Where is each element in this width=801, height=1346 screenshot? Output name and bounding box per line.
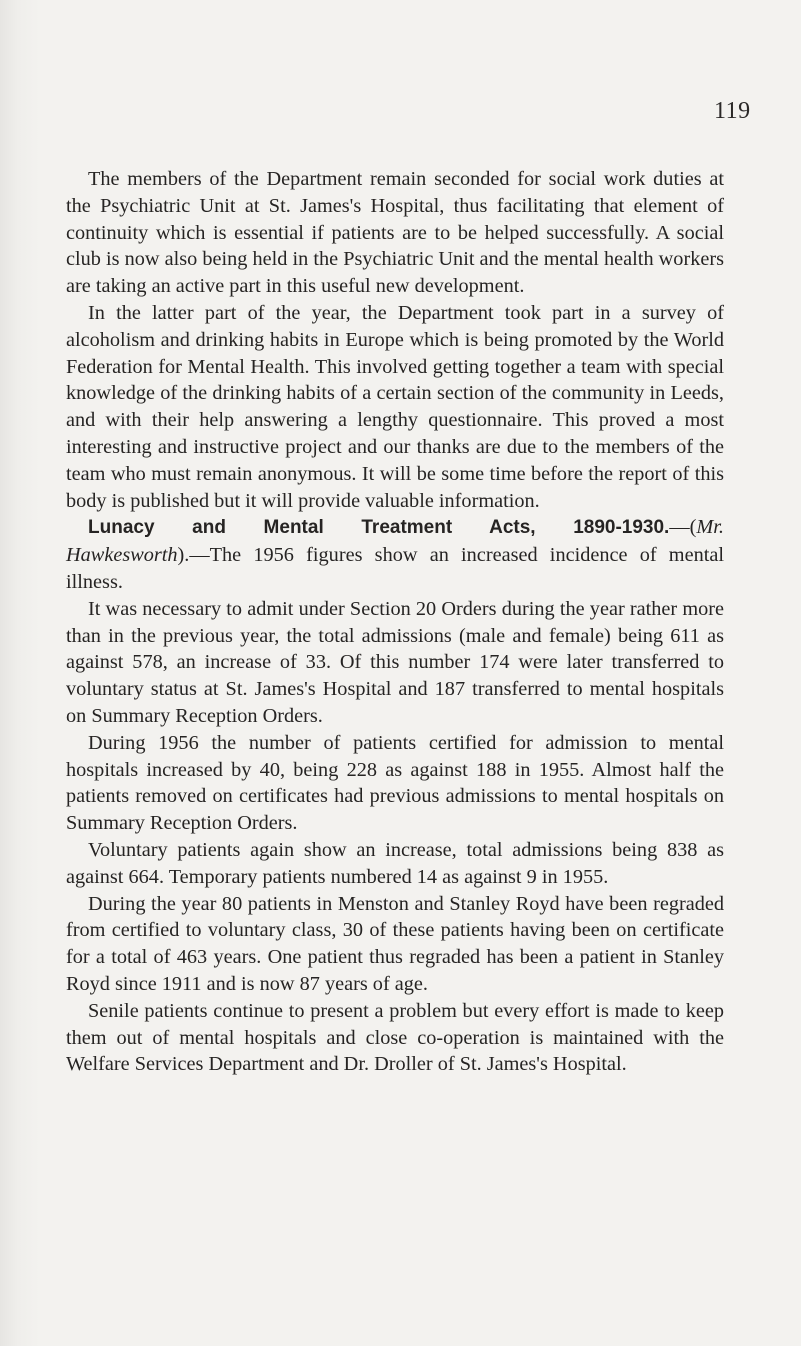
paragraph-regraded-patients: During the year 80 patients in Menston and Stanley Royd have been regraded from certified to voluntary class, 30 of these patients having been on certificate for a total of 463 years. One patient thus regraded has been a patient in Stanley Royd since 1911 and is now 87 years of age. — [66, 892, 724, 995]
author-close: ).— — [177, 544, 210, 567]
author-open: —( — [669, 516, 697, 539]
page-number: 119 — [714, 98, 751, 124]
section-intro: The 1956 figures show an increased incidence of mental illness. — [66, 544, 724, 593]
section-lunacy-acts — [66, 514, 724, 595]
paragraph-alcoholism-survey: In the latter part of the year, the Department took part in a survey of alcoholism and drinking habits in Europe which is being promoted by the World Federation for Mental Health. This involved getting together a team with special knowledge of the drinking habits of a certain section of the community in Leeds, and with their help answering a lengthy questionnaire. This proved a most interesting and instructive project and our thanks are due to the members of the team who must remain anonymous. It will be some time before the report of this body is published but it will provide valuable information. — [66, 301, 724, 512]
body-text — [66, 166, 724, 1078]
paragraph-voluntary-patients: Voluntary patients again show an increase, total admissions being 838 as against 664. Temporary patients numbered 14 as against 9 in 1955. — [66, 838, 724, 888]
paragraph-certified-patients: During 1956 the number of patients certified for admission to mental hospitals increased by 40, being 228 as against 188 in 1955. Almost half the patients removed on certificates had previous admissions to mental hospitals on Summary Reception Orders. — [66, 731, 724, 835]
section-author: Mr. Hawkesworth — [66, 516, 724, 567]
paragraph-section-20-orders: It was necessary to admit under Section 20 Orders during the year rather more than in the previous year, the total admissions (male and female) being 611 as against 578, an increase of 33. Of this number 174 were later transferred to voluntary status at St. James's Hospital and 187 transferred to mental hospitals on Summary Reception Orders. — [66, 597, 724, 727]
section-heading: Lunacy and Mental Treatment Acts, 1890-1930. — [88, 517, 670, 539]
paragraph-senile-patients: Senile patients continue to present a problem but every effort is made to keep them out of mental hospitals and close co-operation is maintained with the Welfare Services Department and Dr. Droller of St. James's Hospital. — [66, 999, 724, 1076]
paragraph-social-work: The members of the Department remain seconded for social work duties at the Psychiatric Unit at St. James's Hospital, thus facilitating that element of continuity which is essential if patients are to be helped successfully. A social club is now also being held in the Psychiatric Unit and the mental health workers are taking an active part in this useful new development. — [66, 168, 724, 298]
